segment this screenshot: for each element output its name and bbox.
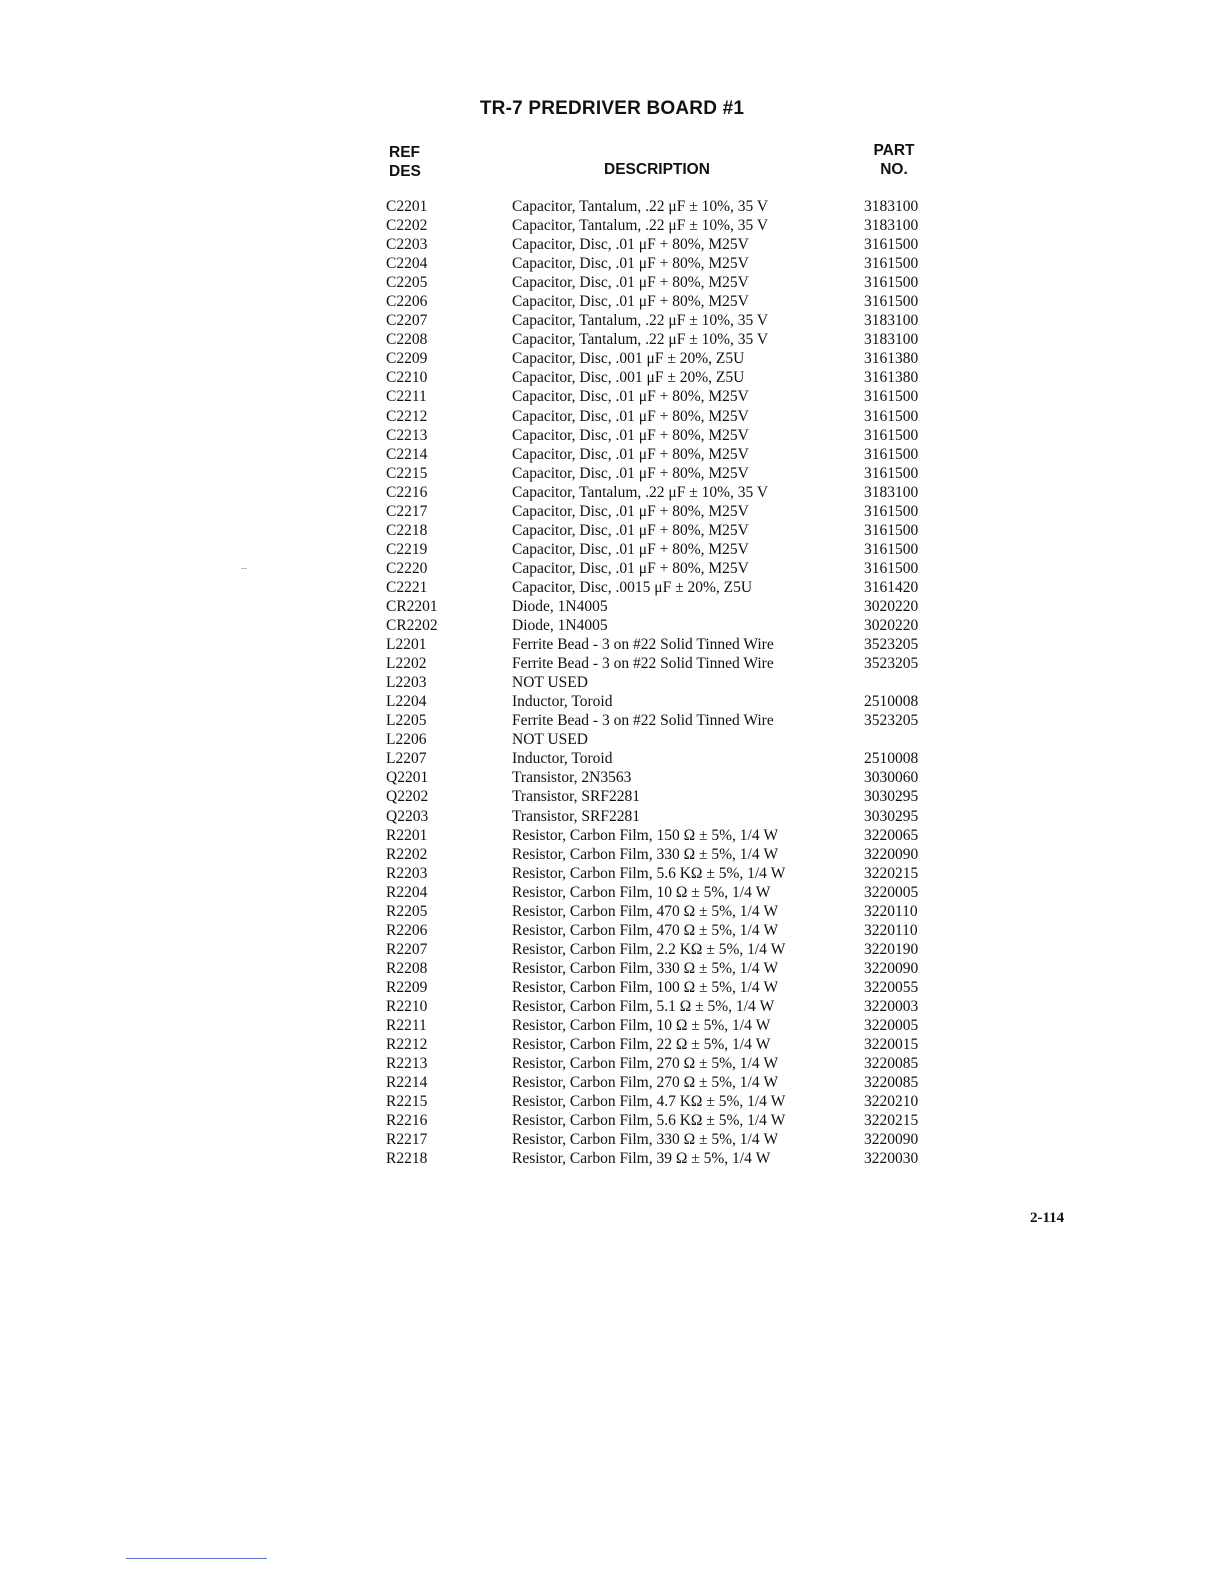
part-no-cell: 3161500 — [864, 255, 919, 273]
description-cell: Transistor, SRF2281 — [512, 788, 641, 806]
description-cell: Ferrite Bead - 3 on #22 Solid Tinned Wire — [512, 655, 774, 673]
ref-des-cell: C2213 — [386, 426, 428, 444]
description-cell: Capacitor, Tantalum, .22 μF ± 10%, 35 V — [512, 217, 769, 235]
table-row — [0, 826, 1224, 845]
table-row — [0, 521, 1224, 540]
part-no-cell: 3220215 — [864, 1112, 919, 1130]
table-row — [0, 1054, 1224, 1073]
part-no-cell: 3161500 — [864, 521, 919, 539]
part-no-header-line2: NO. — [880, 161, 908, 178]
part-no-cell: 3220090 — [864, 845, 919, 863]
description-cell: Capacitor, Disc, .01 μF + 80%, M25V — [512, 502, 749, 520]
description-header: DESCRIPTION — [604, 161, 710, 178]
footnote-rule — [126, 1558, 267, 1559]
part-no-header — [870, 141, 918, 179]
ref-des-cell: R2204 — [386, 883, 428, 901]
description-cell: Resistor, Carbon Film, 100 Ω ± 5%, 1/4 W — [512, 978, 779, 996]
ref-des-cell: R2209 — [386, 978, 428, 996]
table-row — [0, 902, 1224, 921]
table-row — [0, 1016, 1224, 1035]
part-no-cell: 3161500 — [864, 445, 919, 463]
ref-des-cell: R2211 — [386, 1017, 427, 1035]
part-no-cell: 3220003 — [864, 997, 919, 1015]
description-cell: Resistor, Carbon Film, 5.1 Ω ± 5%, 1/4 W — [512, 997, 775, 1015]
ref-des-header-line1: REF — [389, 144, 420, 161]
part-no-cell: 2510008 — [864, 750, 919, 768]
ref-des-cell: L2207 — [386, 750, 427, 768]
ref-des-cell: R2216 — [386, 1112, 428, 1130]
part-no-cell: 3161500 — [864, 407, 919, 425]
table-row — [0, 768, 1224, 787]
ref-des-cell: C2219 — [386, 540, 428, 558]
description-cell: Capacitor, Tantalum, .22 μF ± 10%, 35 V — [512, 331, 769, 349]
part-no-cell: 3161380 — [864, 369, 919, 387]
table-row — [0, 597, 1224, 616]
part-no-cell: 3161500 — [864, 426, 919, 444]
table-row — [0, 349, 1224, 368]
ref-des-cell: C2202 — [386, 217, 428, 235]
description-cell: Resistor, Carbon Film, 4.7 KΩ ± 5%, 1/4 W — [512, 1093, 786, 1111]
part-no-cell: 3220085 — [864, 1074, 919, 1092]
ref-des-cell: C2208 — [386, 331, 428, 349]
part-no-cell: 3161420 — [864, 578, 919, 596]
table-row — [0, 330, 1224, 349]
description-cell: Diode, 1N4005 — [512, 597, 608, 615]
description-cell: Capacitor, Disc, .01 μF + 80%, M25V — [512, 426, 749, 444]
table-row — [0, 940, 1224, 959]
part-no-cell: 3220005 — [864, 883, 919, 901]
description-cell: NOT USED — [512, 731, 588, 749]
table-row — [0, 502, 1224, 521]
part-no-cell: 3523205 — [864, 636, 919, 654]
page-title: TR-7 PREDRIVER BOARD #1 — [479, 98, 745, 119]
table-row — [0, 216, 1224, 235]
table-row — [0, 1092, 1224, 1111]
table-row — [0, 407, 1224, 426]
description-cell: Capacitor, Disc, .01 μF + 80%, M25V — [512, 388, 749, 406]
part-no-cell: 3220005 — [864, 1017, 919, 1035]
description-cell: Transistor, 2N3563 — [512, 769, 632, 787]
table-row — [0, 1130, 1224, 1149]
table-row — [0, 1073, 1224, 1092]
description-cell: Resistor, Carbon Film, 470 Ω ± 5%, 1/4 W — [512, 902, 779, 920]
part-no-cell: 3220215 — [864, 864, 919, 882]
part-no-cell: 3183100 — [864, 198, 919, 215]
description-cell: Resistor, Carbon Film, 5.6 KΩ ± 5%, 1/4 W — [512, 864, 786, 882]
table-row — [0, 254, 1224, 273]
description-cell: Capacitor, Disc, .01 μF + 80%, M25V — [512, 445, 749, 463]
ref-des-cell: R2212 — [386, 1036, 428, 1054]
table-row — [0, 654, 1224, 673]
part-no-cell: 3523205 — [864, 712, 919, 730]
part-no-cell: 3523205 — [864, 655, 919, 673]
ref-des-cell: R2205 — [386, 902, 428, 920]
table-row — [0, 559, 1224, 578]
table-row — [0, 197, 1224, 216]
margin-mark — [241, 568, 247, 569]
part-no-cell: 3220210 — [864, 1093, 919, 1111]
part-no-header-line1: PART — [873, 142, 915, 159]
description-cell: Resistor, Carbon Film, 470 Ω ± 5%, 1/4 W — [512, 921, 779, 939]
table-row — [0, 730, 1224, 749]
ref-des-cell: C2209 — [386, 350, 428, 368]
ref-des-cell: C2210 — [386, 369, 428, 387]
description-cell: Capacitor, Disc, .01 μF + 80%, M25V — [512, 559, 749, 577]
part-no-cell: 3183100 — [864, 312, 919, 330]
part-no-cell: 2510008 — [864, 693, 919, 711]
ref-des-cell: R2218 — [386, 1150, 428, 1168]
table-row — [0, 578, 1224, 597]
description-cell: Resistor, Carbon Film, 330 Ω ± 5%, 1/4 W — [512, 959, 779, 977]
table-row — [0, 749, 1224, 768]
ref-des-cell: L2206 — [386, 731, 427, 749]
description-cell: Capacitor, Disc, .001 μF ± 20%, Z5U — [512, 350, 745, 368]
description-cell: Capacitor, Disc, .01 μF + 80%, M25V — [512, 274, 749, 292]
description-cell: Inductor, Toroid — [512, 750, 613, 768]
ref-des-cell: R2213 — [386, 1055, 428, 1073]
description-cell: Capacitor, Disc, .01 μF + 80%, M25V — [512, 521, 749, 539]
part-no-cell: 3161500 — [864, 388, 919, 406]
ref-des-cell: Q2203 — [386, 807, 429, 825]
description-cell: Capacitor, Disc, .01 μF + 80%, M25V — [512, 407, 749, 425]
ref-des-cell: C2206 — [386, 293, 428, 311]
table-row — [0, 273, 1224, 292]
part-no-cell: 3220110 — [864, 921, 918, 939]
ref-des-cell: R2217 — [386, 1131, 428, 1149]
table-row — [0, 864, 1224, 883]
table-row — [0, 711, 1224, 730]
part-no-cell: 3220090 — [864, 1131, 919, 1149]
ref-des-cell: R2206 — [386, 921, 428, 939]
description-cell: Capacitor, Tantalum, .22 μF ± 10%, 35 V — [512, 483, 769, 501]
description-cell: Capacitor, Disc, .001 μF ± 20%, Z5U — [512, 369, 745, 387]
ref-des-cell: R2203 — [386, 864, 428, 882]
ref-des-cell: C2216 — [386, 483, 428, 501]
description-cell: Resistor, Carbon Film, 22 Ω ± 5%, 1/4 W — [512, 1036, 771, 1054]
part-no-cell: 3030060 — [864, 769, 919, 787]
table-row — [0, 1111, 1224, 1130]
part-no-cell: 3161500 — [864, 502, 919, 520]
ref-des-cell: CR2201 — [386, 597, 438, 615]
description-cell: Resistor, Carbon Film, 270 Ω ± 5%, 1/4 W — [512, 1055, 779, 1073]
ref-des-cell: C2203 — [386, 236, 428, 254]
description-cell: Capacitor, Disc, .0015 μF ± 20%, Z5U — [512, 578, 753, 596]
ref-des-cell: R2207 — [386, 940, 428, 958]
ref-des-cell: C2211 — [386, 388, 427, 406]
description-cell: Resistor, Carbon Film, 5.6 KΩ ± 5%, 1/4 W — [512, 1112, 786, 1130]
ref-des-header — [389, 143, 421, 181]
description-cell: Capacitor, Tantalum, .22 μF ± 10%, 35 V — [512, 198, 769, 215]
part-no-cell: 3220015 — [864, 1036, 919, 1054]
ref-des-cell: C2212 — [386, 407, 428, 425]
description-cell: Capacitor, Disc, .01 μF + 80%, M25V — [512, 540, 749, 558]
table-row — [0, 368, 1224, 387]
parts-table — [0, 197, 1224, 1168]
table-row — [0, 635, 1224, 654]
part-no-cell: 3020220 — [864, 597, 919, 615]
ref-des-cell: R2214 — [386, 1074, 428, 1092]
part-no-cell: 3220190 — [864, 940, 919, 958]
part-no-cell: 3161500 — [864, 293, 919, 311]
description-cell: Capacitor, Disc, .01 μF + 80%, M25V — [512, 255, 749, 273]
ref-des-cell: R2215 — [386, 1093, 428, 1111]
part-no-cell: 3220055 — [864, 978, 919, 996]
ref-des-cell: R2202 — [386, 845, 428, 863]
table-row — [0, 673, 1224, 692]
part-no-cell: 3161500 — [864, 274, 919, 292]
ref-des-cell: C2220 — [386, 559, 428, 577]
description-cell: Transistor, SRF2281 — [512, 807, 641, 825]
ref-des-cell: L2204 — [386, 693, 427, 711]
description-cell: Inductor, Toroid — [512, 693, 613, 711]
ref-des-cell: L2202 — [386, 655, 427, 673]
description-cell: Ferrite Bead - 3 on #22 Solid Tinned Wire — [512, 636, 774, 654]
part-no-cell: 3030295 — [864, 788, 919, 806]
description-cell: Capacitor, Disc, .01 μF + 80%, M25V — [512, 293, 749, 311]
ref-des-cell: L2205 — [386, 712, 427, 730]
table-row — [0, 445, 1224, 464]
table-row — [0, 959, 1224, 978]
ref-des-cell: C2207 — [386, 312, 428, 330]
page-number: 2-114 — [1030, 1210, 1065, 1226]
table-row — [0, 845, 1224, 864]
ref-des-cell: C2218 — [386, 521, 428, 539]
description-cell: Capacitor, Disc, .01 μF + 80%, M25V — [512, 464, 749, 482]
part-no-cell: 3020220 — [864, 617, 919, 635]
table-row — [0, 540, 1224, 559]
description-cell: Resistor, Carbon Film, 330 Ω ± 5%, 1/4 W — [512, 845, 779, 863]
description-cell: Ferrite Bead - 3 on #22 Solid Tinned Wire — [512, 712, 774, 730]
table-row — [0, 1035, 1224, 1054]
part-no-cell: 3220030 — [864, 1150, 919, 1168]
part-no-cell: 3161500 — [864, 559, 919, 577]
description-cell: Resistor, Carbon Film, 10 Ω ± 5%, 1/4 W — [512, 1017, 771, 1035]
table-row — [0, 483, 1224, 502]
ref-des-cell: C2214 — [386, 445, 428, 463]
table-row — [0, 787, 1224, 806]
table-row — [0, 464, 1224, 483]
part-no-cell: 3220110 — [864, 902, 918, 920]
ref-des-cell: C2217 — [386, 502, 428, 520]
description-cell: Resistor, Carbon Film, 10 Ω ± 5%, 1/4 W — [512, 883, 771, 901]
description-cell: Resistor, Carbon Film, 150 Ω ± 5%, 1/4 W — [512, 826, 779, 844]
ref-des-cell: C2204 — [386, 255, 428, 273]
part-no-cell: 3161500 — [864, 540, 919, 558]
description-cell: Capacitor, Disc, .01 μF + 80%, M25V — [512, 236, 749, 254]
description-cell: Resistor, Carbon Film, 39 Ω ± 5%, 1/4 W — [512, 1150, 771, 1168]
part-no-cell: 3161380 — [864, 350, 919, 368]
table-row — [0, 387, 1224, 406]
table-row — [0, 235, 1224, 254]
table-row — [0, 921, 1224, 940]
part-no-cell: 3183100 — [864, 331, 919, 349]
ref-des-cell: L2201 — [386, 636, 427, 654]
ref-des-cell: R2208 — [386, 959, 428, 977]
description-cell: Diode, 1N4005 — [512, 617, 608, 635]
ref-des-cell: Q2201 — [386, 769, 429, 787]
ref-des-cell: R2201 — [386, 826, 428, 844]
ref-des-cell: C2201 — [386, 198, 428, 215]
table-row — [0, 883, 1224, 902]
part-no-cell: 3220085 — [864, 1055, 919, 1073]
table-row — [0, 616, 1224, 635]
part-no-cell: 3220065 — [864, 826, 919, 844]
ref-des-cell: C2205 — [386, 274, 428, 292]
table-row — [0, 426, 1224, 445]
part-no-cell: 3220090 — [864, 959, 919, 977]
ref-des-cell: C2221 — [386, 578, 428, 596]
table-row — [0, 807, 1224, 826]
part-no-cell: 3030295 — [864, 807, 919, 825]
ref-des-cell: R2210 — [386, 997, 428, 1015]
table-row — [0, 978, 1224, 997]
table-row — [0, 292, 1224, 311]
table-row — [0, 1149, 1224, 1168]
description-cell: Resistor, Carbon Film, 330 Ω ± 5%, 1/4 W — [512, 1131, 779, 1149]
table-row — [0, 997, 1224, 1016]
part-no-cell: 3183100 — [864, 217, 919, 235]
description-cell: Capacitor, Tantalum, .22 μF ± 10%, 35 V — [512, 312, 769, 330]
part-no-cell: 3183100 — [864, 483, 919, 501]
ref-des-header-line2: DES — [389, 163, 421, 180]
ref-des-cell: CR2202 — [386, 617, 438, 635]
ref-des-cell: L2203 — [386, 674, 427, 692]
table-row — [0, 692, 1224, 711]
part-no-cell: 3161500 — [864, 236, 919, 254]
description-cell: Resistor, Carbon Film, 270 Ω ± 5%, 1/4 W — [512, 1074, 779, 1092]
description-cell: NOT USED — [512, 674, 588, 692]
ref-des-cell: C2215 — [386, 464, 428, 482]
ref-des-cell: Q2202 — [386, 788, 429, 806]
table-row — [0, 311, 1224, 330]
part-no-cell: 3161500 — [864, 464, 919, 482]
description-cell: Resistor, Carbon Film, 2.2 KΩ ± 5%, 1/4 W — [512, 940, 786, 958]
